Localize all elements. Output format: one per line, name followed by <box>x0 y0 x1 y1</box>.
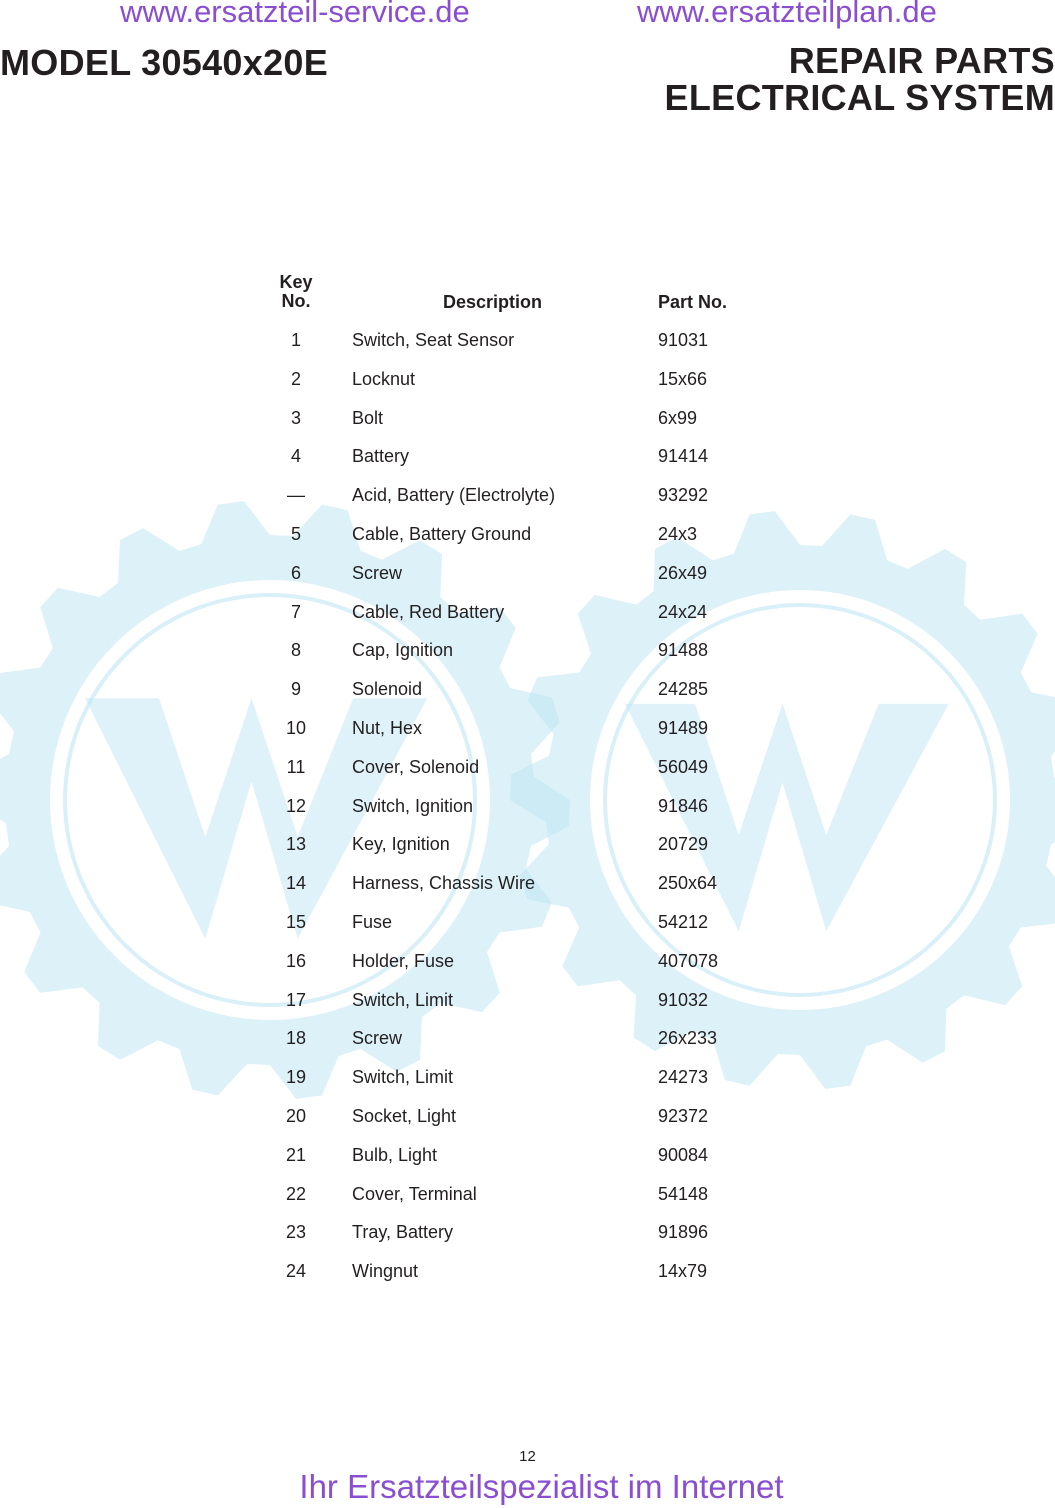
part-number-cell: 90084 <box>658 1144 709 1165</box>
table-row <box>0 718 1055 742</box>
key-cell: 9 <box>290 679 301 700</box>
description-cell: Socket, Light <box>352 1106 457 1126</box>
column-header-part-no: Part No. <box>658 292 728 312</box>
page-number: 12 <box>519 1448 536 1465</box>
key-cell: 5 <box>290 524 301 544</box>
key-cell: 2 <box>290 368 301 389</box>
description-cell: Switch, Seat Sensor <box>352 330 515 350</box>
description-cell: Switch, Limit <box>352 1067 454 1088</box>
description-cell: Nut, Hex <box>352 718 423 738</box>
key-cell: 7 <box>290 601 301 622</box>
table-row <box>0 408 1055 432</box>
description-cell: Wingnut <box>352 1261 419 1282</box>
part-number-cell: 91489 <box>658 718 709 738</box>
key-cell: 12 <box>285 795 307 816</box>
key-cell: 3 <box>290 407 301 428</box>
part-number-cell: 15x66 <box>658 368 708 389</box>
key-cell: 8 <box>290 640 301 661</box>
part-number-cell: 20729 <box>658 834 709 855</box>
key-cell: 24 <box>285 1261 307 1282</box>
section-title <box>665 42 1055 116</box>
description-cell: Battery <box>352 446 410 467</box>
description-cell: Bulb, Light <box>352 1144 438 1165</box>
key-cell: 21 <box>285 1144 307 1165</box>
table-row <box>0 1028 1055 1052</box>
table-row <box>0 757 1055 781</box>
part-number-cell: 91031 <box>658 330 709 350</box>
key-cell: 15 <box>285 912 307 932</box>
key-cell: 6 <box>290 562 301 583</box>
description-cell: Acid, Battery (Electrolyte) <box>352 485 556 506</box>
table-row <box>0 951 1055 975</box>
table-row <box>0 446 1055 470</box>
description-cell: Cover, Solenoid <box>352 756 480 777</box>
part-number-cell: 91846 <box>658 795 709 816</box>
table-row <box>0 369 1055 393</box>
part-number-cell: 91896 <box>658 1222 709 1243</box>
part-number-cell: 24x3 <box>658 524 698 544</box>
description-cell: Bolt <box>352 407 384 428</box>
key-cell: 14 <box>285 873 307 894</box>
description-cell: Cable, Battery Ground <box>352 524 532 544</box>
part-number-cell: 250x64 <box>658 873 718 894</box>
description-cell: Locknut <box>352 368 416 389</box>
table-row <box>0 330 1055 354</box>
section-title-line2: ELECTRICAL SYSTEM <box>664 77 1055 118</box>
table-row <box>0 1067 1055 1091</box>
part-number-cell: 93292 <box>658 485 709 506</box>
description-cell: Tray, Battery <box>352 1222 454 1243</box>
description-cell: Fuse <box>352 912 393 932</box>
part-number-cell: 91414 <box>658 446 709 467</box>
table-row <box>0 602 1055 626</box>
key-cell: 20 <box>285 1106 307 1126</box>
table-row <box>0 873 1055 897</box>
description-cell: Cable, Red Battery <box>352 601 505 622</box>
column-header-key-line1: Key <box>279 272 313 292</box>
table-row <box>0 834 1055 858</box>
key-cell: 17 <box>285 989 307 1010</box>
description-cell: Screw <box>352 1028 403 1049</box>
description-cell: Screw <box>352 562 403 583</box>
key-cell: 1 <box>290 330 301 350</box>
key-cell: — <box>287 485 305 506</box>
part-number-cell: 56049 <box>658 756 709 777</box>
description-cell: Switch, Ignition <box>352 795 474 816</box>
key-cell: 22 <box>285 1183 307 1204</box>
table-row <box>0 640 1055 664</box>
part-number-cell: 26x233 <box>658 1028 718 1049</box>
table-row <box>0 524 1055 548</box>
description-cell: Cap, Ignition <box>352 640 454 661</box>
table-row <box>0 796 1055 820</box>
part-number-cell: 26x49 <box>658 562 708 583</box>
table-row <box>0 1184 1055 1208</box>
key-cell: 11 <box>286 756 306 777</box>
table-row <box>0 1106 1055 1130</box>
part-number-cell: 6x99 <box>658 407 698 428</box>
key-cell: 23 <box>285 1222 307 1243</box>
part-number-cell: 24x24 <box>658 601 708 622</box>
description-cell: Solenoid <box>352 679 423 700</box>
column-header-key <box>271 273 321 311</box>
table-row <box>0 679 1055 703</box>
watermark-url-right[interactable]: www.ersatzteilplan.de <box>637 0 937 29</box>
section-title-line1: REPAIR PARTS <box>788 40 1055 81</box>
table-row <box>0 485 1055 509</box>
part-number-cell: 91488 <box>658 640 709 661</box>
part-number-cell: 91032 <box>658 989 709 1010</box>
part-number-cell: 24285 <box>658 679 709 700</box>
part-number-cell: 92372 <box>658 1106 709 1126</box>
part-number-cell: 407078 <box>658 950 719 971</box>
key-cell: 4 <box>290 446 301 467</box>
column-header-description: Description <box>443 292 543 312</box>
model-title: MODEL 30540x20E <box>0 42 329 83</box>
description-cell: Cover, Terminal <box>352 1183 477 1204</box>
description-cell: Switch, Limit <box>352 989 454 1010</box>
description-cell: Holder, Fuse <box>352 950 455 971</box>
table-row <box>0 912 1055 936</box>
watermark-footer[interactable]: Ihr Ersatzteilspezialist im Internet <box>299 1468 784 1505</box>
description-cell: Key, Ignition <box>352 834 450 855</box>
key-cell: 19 <box>285 1067 307 1088</box>
part-number-cell: 54148 <box>658 1183 709 1204</box>
table-row <box>0 1261 1055 1285</box>
part-number-cell: 14x79 <box>658 1261 708 1282</box>
key-cell: 18 <box>285 1028 307 1049</box>
key-cell: 16 <box>285 950 307 971</box>
key-cell: 13 <box>285 834 307 855</box>
table-row <box>0 563 1055 587</box>
part-number-cell: 54212 <box>658 912 709 932</box>
table-row <box>0 1222 1055 1246</box>
table-row <box>0 990 1055 1014</box>
part-number-cell: 24273 <box>658 1067 709 1088</box>
table-row <box>0 1145 1055 1169</box>
column-header-key-line2: No. <box>281 291 311 311</box>
key-cell: 10 <box>285 718 307 738</box>
description-cell: Harness, Chassis Wire <box>352 873 536 894</box>
watermark-url-left[interactable]: www.ersatzteil-service.de <box>120 0 470 29</box>
